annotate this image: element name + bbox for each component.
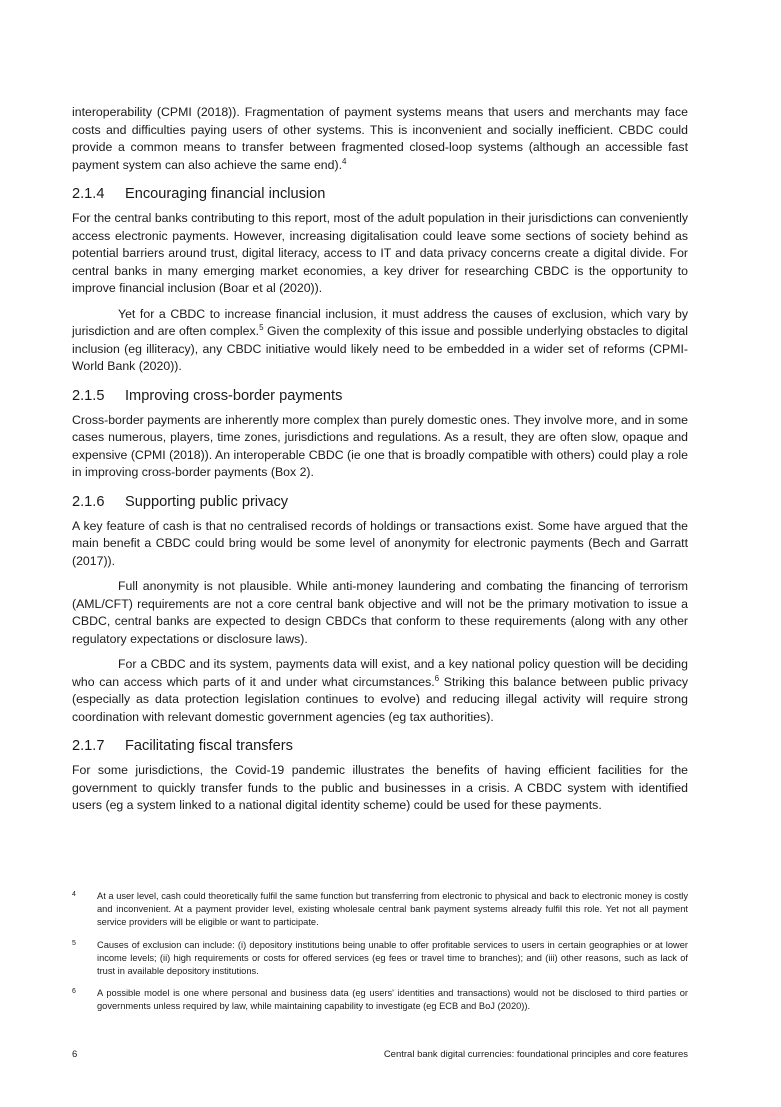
section-number: 2.1.4	[72, 186, 105, 202]
footnote-mark: 4	[72, 891, 76, 898]
section-heading-2-1-4	[72, 185, 688, 204]
footnote-text: At a user level, cash could theoretically fulfil the same function but transferring from electronic to physical and back to electronic money is costly and inconvenient. At a payment provider level, existing wholesale central bank payment systems already fulfil this role. Yet not all payment service providers will be eligible or want to participate.	[97, 891, 688, 928]
paragraph: For some jurisdictions, the Covid-19 pandemic illustrates the benefits of having efficient facilities for the government to quickly transfer funds to the public and businesses in a crisis. A CBDC system with identified users (eg a system linked to a national digital identity scheme) could be used for these payments.	[72, 763, 688, 812]
section-title: Encouraging financial inclusion	[125, 186, 326, 202]
main-body	[72, 104, 688, 823]
running-title: Central bank digital currencies: foundational principles and core features	[383, 1049, 688, 1060]
footnote-ref[interactable]: 4	[342, 156, 347, 166]
footnote-ref[interactable]: 5	[259, 323, 264, 332]
section-heading-2-1-6	[72, 493, 688, 512]
paragraph: A key feature of cash is that no centralised records of holdings or transactions exist. Some have argued that the main benefit a CBDC could bring would be some level of anonymity for electronic payments (Bech and Garratt (2017)).	[72, 518, 688, 568]
section-number: 2.1.7	[72, 738, 105, 754]
section-title: Improving cross-border payments	[125, 387, 343, 404]
footnote-mark: 5	[72, 939, 76, 947]
footnote-ref[interactable]: 6	[434, 673, 440, 683]
footnotes	[72, 890, 688, 1023]
footnote-text: A possible model is one where personal and business data (eg users' identities and transactions) would not be disclosed to third parties or governments unless required by law, while maintaining capability to investigate (eg ECB and BoJ (2020)).	[97, 988, 688, 1012]
footnote	[72, 890, 688, 930]
page-number: 6	[72, 1049, 78, 1060]
footnote-text: Causes of exclusion can include: (i) depository institutions being unable to offer profitable services to users in certain geographies or at lower income levels; (ii) high requirements or costs for offered services (eg fees or travel time to branches); and (iii) other reasons, such as lack of trust in available depository institutions.	[97, 939, 688, 977]
paragraph: interoperability (CPMI (2018)). Fragmentation of payment systems means that users and merchants may face costs and difficulties paying users of other systems. This is inconvenient and socially inefficient. CBDC could provide a common means to transfer between fragmented closed-loop systems (although an accessible fast payment system can also achieve the same end).$^4$	[72, 105, 688, 172]
paragraph: Full anonymity is not plausible. While anti-money laundering and combating the financing of terrorism (AML/CFT) requirements are not a core central bank objective and will not be the primary motivation to issue a CBDC, central banks are expected to design CBDCs that conform to these requirements (along with any other regulatory expectations or disclosure laws).	[72, 579, 688, 646]
section-heading-2-1-7	[72, 737, 688, 756]
paragraph: For a CBDC and its system, payments data will exist, and a key national policy question will be deciding who can access which parts of it and under what circumstances.$^6$ Striking this balance between public privacy (especially as data protection legislation continues to evolve) and reducing illegal activity will require strong coordination with relevant domestic government agencies (eg tax authorities).	[72, 657, 688, 724]
footnote	[72, 939, 688, 979]
section-heading-2-1-5	[72, 387, 688, 406]
section-number: 2.1.5	[72, 387, 105, 404]
footnote	[72, 987, 688, 1013]
paragraph: For the central banks contributing to this report, most of the adult population in their jurisdictions can conveniently access electronic payments. However, increasing digitalisation could leave some sections of society behind as potential barriers around trust, digital literacy, access to IT and data privacy concerns create a digital divide. For central banks in many emerging market economies, a key driver for researching CBDC is the opportunity to improve financial inclusion (Boar et al (2020)).	[72, 211, 688, 295]
footnote-mark: 6	[72, 988, 76, 996]
section-title: Facilitating fiscal transfers	[125, 738, 293, 754]
paragraph: Cross-border payments are inherently more complex than purely domestic ones. They involve more, and in some cases numerous, players, time zones, jurisdictions and regulations. As a result, they are often slow, opaque and expensive (CPMI (2018)). An interoperable CBDC (ie one that is broadly compatible with others) could play a role in improving cross-border payments (Box 2).	[72, 412, 688, 479]
section-number: 2.1.6	[72, 493, 105, 510]
page-footer	[72, 1049, 688, 1060]
section-title: Supporting public privacy	[125, 493, 289, 510]
paragraph: Yet for a CBDC to increase financial inclusion, it must address the causes of exclusion, which vary by jurisdiction and are often complex.$^5$ Given the complexity of this issue and possible underlying obstacles to digital inclusion (eg illiteracy), any CBDC initiative would likely need to be embedded in a wider set of reforms (CPMI-World Bank (2020)).	[72, 306, 688, 373]
